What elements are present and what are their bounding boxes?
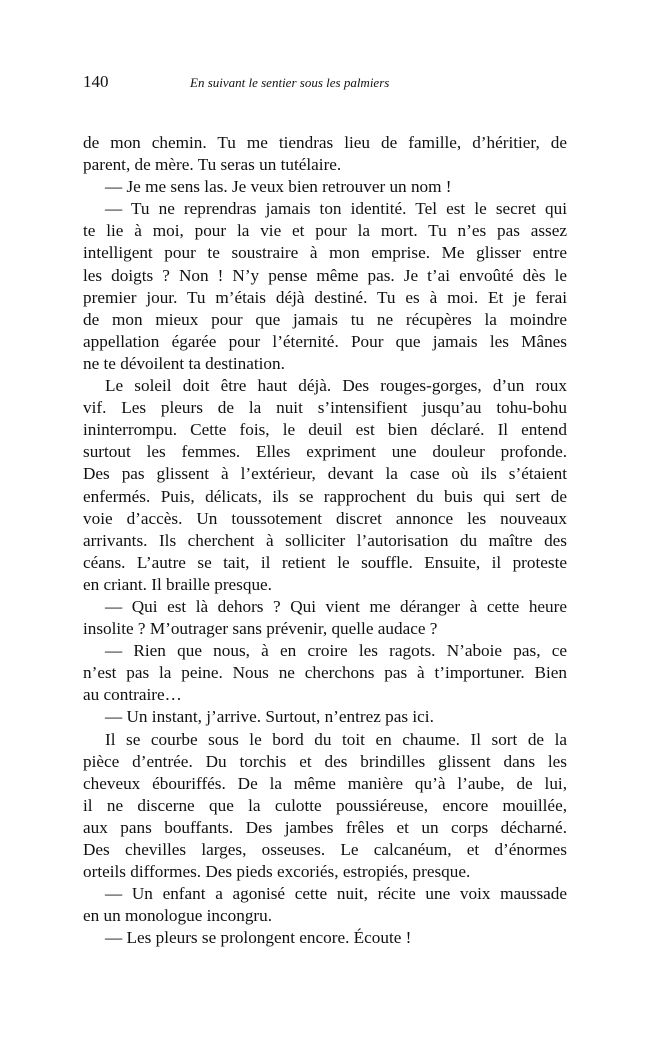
- text-line: surtout les femmes. Elles expriment une douleur profonde.: [83, 442, 567, 462]
- text-line: Des pas glissent à l’extérieur, devant la case où ils s’étaient: [83, 464, 567, 484]
- paragraph: [83, 176, 567, 198]
- text-line: premier jour. Tu m’étais déjà destiné. Tu es à moi. Et je ferai: [83, 287, 567, 307]
- page-body-text: [83, 132, 567, 949]
- running-title: En suivant le sentier sous les palmiers: [190, 75, 390, 90]
- paragraph: [83, 198, 567, 375]
- text-line: enfermés. Puis, délicats, ils se rapprochent du buis qui sert de: [83, 486, 567, 506]
- paragraph: [83, 132, 567, 176]
- text-line: — Un instant, j’arrive. Surtout, n’entrez pas ici.: [105, 707, 434, 727]
- text-line: en un monologue incongru.: [83, 906, 273, 926]
- text-line: — Un enfant a agonisé cette nuit, récite une voix maussade: [105, 884, 567, 904]
- text-line: de mon mieux pour que jamais tu ne récupères la moindre: [83, 309, 567, 329]
- paragraph: [83, 596, 567, 640]
- text-line: — Rien que nous, à en croire les ragots. N’aboie pas, ce: [105, 641, 567, 661]
- text-line: Le soleil doit être haut déjà. Des rouges-gorges, d’un roux: [105, 376, 567, 396]
- text-line: — Les pleurs se prolongent encore. Écoute !: [105, 928, 412, 948]
- text-line: ininterrompu. Cette fois, le deuil est bien déclaré. Il entend: [83, 420, 567, 440]
- text-line: te lie à moi, pour la vie et pour la mort. Tu n’es pas assez: [83, 221, 567, 241]
- text-line: cheveux ébouriffés. De la même manière qu’à l’aube, de lui,: [83, 773, 567, 793]
- paragraph: [83, 706, 567, 728]
- page-number: 140: [83, 72, 109, 91]
- text-line: les doigts ? Non ! N’y pense même pas. Je t’ai envoûté dès le: [83, 265, 567, 285]
- text-line: céans. L’autre se tait, il retient le souffle. Ensuite, il proteste: [83, 552, 567, 572]
- text-line: il ne discerne que la culotte poussiéreuse, encore mouillée,: [83, 795, 567, 815]
- paragraph: [83, 927, 567, 949]
- running-header: [83, 72, 567, 94]
- text-line: — Qui est là dehors ? Qui vient me déranger à cette heure: [105, 596, 567, 616]
- text-line: arrivants. Ils cherchent à solliciter l’autorisation du maître des: [83, 530, 567, 550]
- text-line: Des chevilles larges, osseuses. Le calcanéum, et d’énormes: [83, 840, 567, 859]
- text-line: voie d’accès. Un toussotement discret annonce les nouveaux: [83, 508, 567, 528]
- text-line: parent, de mère. Tu seras un tutélaire.: [83, 155, 342, 175]
- text-line: vif. Les pleurs de la nuit s’intensifient jusqu’au tohu-bohu: [83, 398, 567, 418]
- paragraph: [83, 640, 567, 706]
- text-line: — Je me sens las. Je veux bien retrouver un nom !: [105, 177, 452, 197]
- text-line: orteils difformes. Des pieds excoriés, estropiés, presque.: [83, 862, 471, 882]
- text-line: Il se courbe sous le bord du toit en chaume. Il sort de la: [105, 729, 567, 749]
- text-line: en criant. Il braille presque.: [83, 574, 272, 594]
- text-line: n’est pas la peine. Nous ne cherchons pas à t’importuner. Bien: [83, 663, 567, 683]
- text-line: appellation égarée pour l’éternité. Pour que jamais les Mânes: [83, 331, 567, 351]
- text-line: pièce d’entrée. Du torchis et des brindilles glissent dans les: [83, 751, 567, 771]
- text-line: au contraire…: [83, 685, 182, 705]
- text-line: de mon chemin. Tu me tiendras lieu de famille, d’héritier, de: [83, 133, 567, 152]
- text-line: ne te dévoilent ta destination.: [83, 353, 285, 373]
- paragraph: [83, 883, 567, 927]
- paragraph: [83, 729, 567, 884]
- text-line: aux pans bouffants. Des jambes frêles et un corps décharné.: [83, 817, 567, 837]
- text-line: — Tu ne reprendras jamais ton identité. Tel est le secret qui: [105, 199, 567, 219]
- text-line: insolite ? M’outrager sans prévenir, quelle audace ?: [83, 619, 438, 639]
- text-line: intelligent pour te soustraire à mon emprise. Me glisser entre: [83, 243, 567, 263]
- paragraph: [83, 375, 567, 596]
